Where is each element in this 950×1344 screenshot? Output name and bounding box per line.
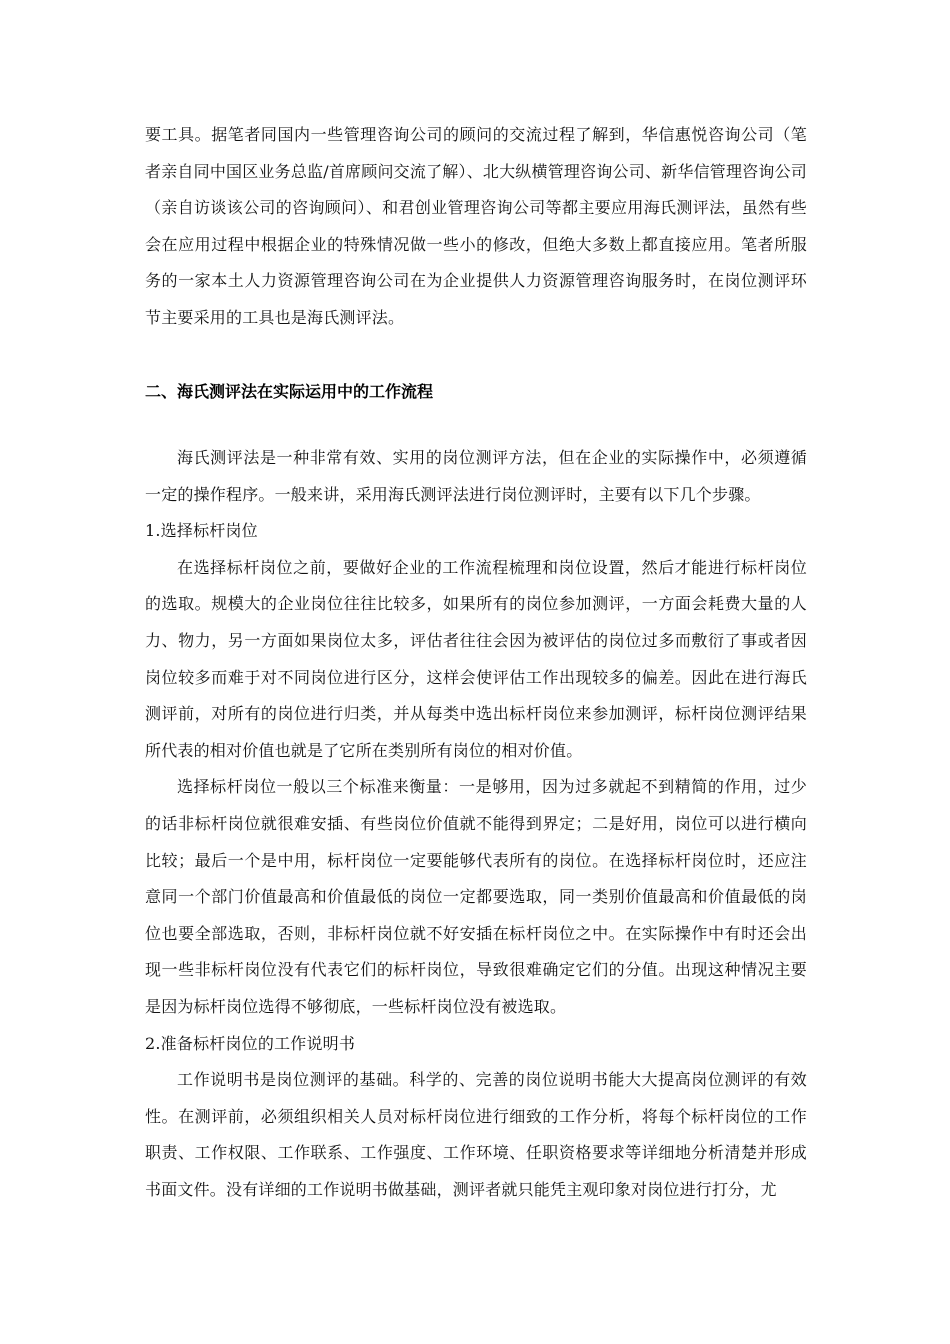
- step-2-paragraph-1: 工作说明书是岗位测评的基础。科学的、完善的岗位说明书能大大提高岗位测评的有效性。在测评前，必须组织相关人员对标杆岗位进行细致的工作分析，将每个标杆岗位的工作职责、工作权限、工作联系、工作强度、工作环境、任职资格要求等详细地分析清楚并形成书面文件。没有详细的工作说明书做基础，测评者就只能凭主观印象对岗位进行打分，尤: [145, 1070, 807, 1199]
- section-body: [145, 440, 807, 1208]
- section-intro-paragraph: 海氏测评法是一种非常有效、实用的岗位测评方法，但在企业的实际操作中，必须遵循一定的操作程序。一般来讲，采用海氏测评法进行岗位测评时，主要有以下几个步骤。: [145, 448, 807, 504]
- step-2-title: 2.准备标杆岗位的工作说明书: [145, 1033, 356, 1053]
- step-1-paragraph-2: 选择标杆岗位一般以三个标准来衡量：一是够用，因为过多就起不到精简的作用，过少的话非标杆岗位就很难安插、有些岗位价值就不能得到界定；二是好用，岗位可以进行横向比较；最后一个是中用，标杆岗位一定要能够代表所有的岗位。在选择标杆岗位时，还应注意同一个部门价值最高和价值最低的岗位一定都要选取，同一类别价值最高和价值最低的岗位也要全部选取，否则，非标杆岗位就不好安插在标杆岗位之中。在实际操作中有时还会出现一些非标杆岗位没有代表它们的标杆岗位，导致很难确定它们的分值。出现这种情况主要是因为标杆岗位选得不够彻底，一些标杆岗位没有被选取。: [145, 777, 807, 1016]
- section-heading: 二、海氏测评法在实际运用中的工作流程: [145, 382, 434, 401]
- step-1-title: 1.选择标杆岗位: [145, 521, 258, 541]
- step-1-paragraph-1: 在选择标杆岗位之前，要做好企业的工作流程梳理和岗位设置，然后才能进行标杆岗位的选取。规模大的企业岗位往往比较多，如果所有的岗位参加测评，一方面会耗费大量的人力、物力，另一方面如果岗位太多，评估者往往会因为被评估的岗位过多而敷衍了事或者因岗位较多而难于对不同岗位进行区分，这样会使评估工作出现较多的偏差。因此在进行海氏测评前，对所有的岗位进行归类，并从每类中选出标杆岗位来参加测评，标杆岗位测评结果所代表的相对价值也就是了它所在类别所有岗位的相对价值。: [145, 557, 807, 760]
- intro-paragraph: 要工具。据笔者同国内一些管理咨询公司的顾问的交流过程了解到，华信惠悦咨询公司（笔者亲自同中国区业务总监/首席顾问交流了解）、北大纵横管理咨询公司、新华信管理咨询公司（亲自访谈该公司的咨询顾问）、和君创业管理咨询公司等都主要应用海氏测评法，虽然有些会在应用过程中根据企业的特殊情况做一些小的修改，但绝大多数上都直接应用。笔者所服务的一家本土人力资源管理咨询公司在为企业提供人力资源管理咨询服务时，在岗位测评环节主要采用的工具也是海氏测评法。: [145, 125, 807, 327]
